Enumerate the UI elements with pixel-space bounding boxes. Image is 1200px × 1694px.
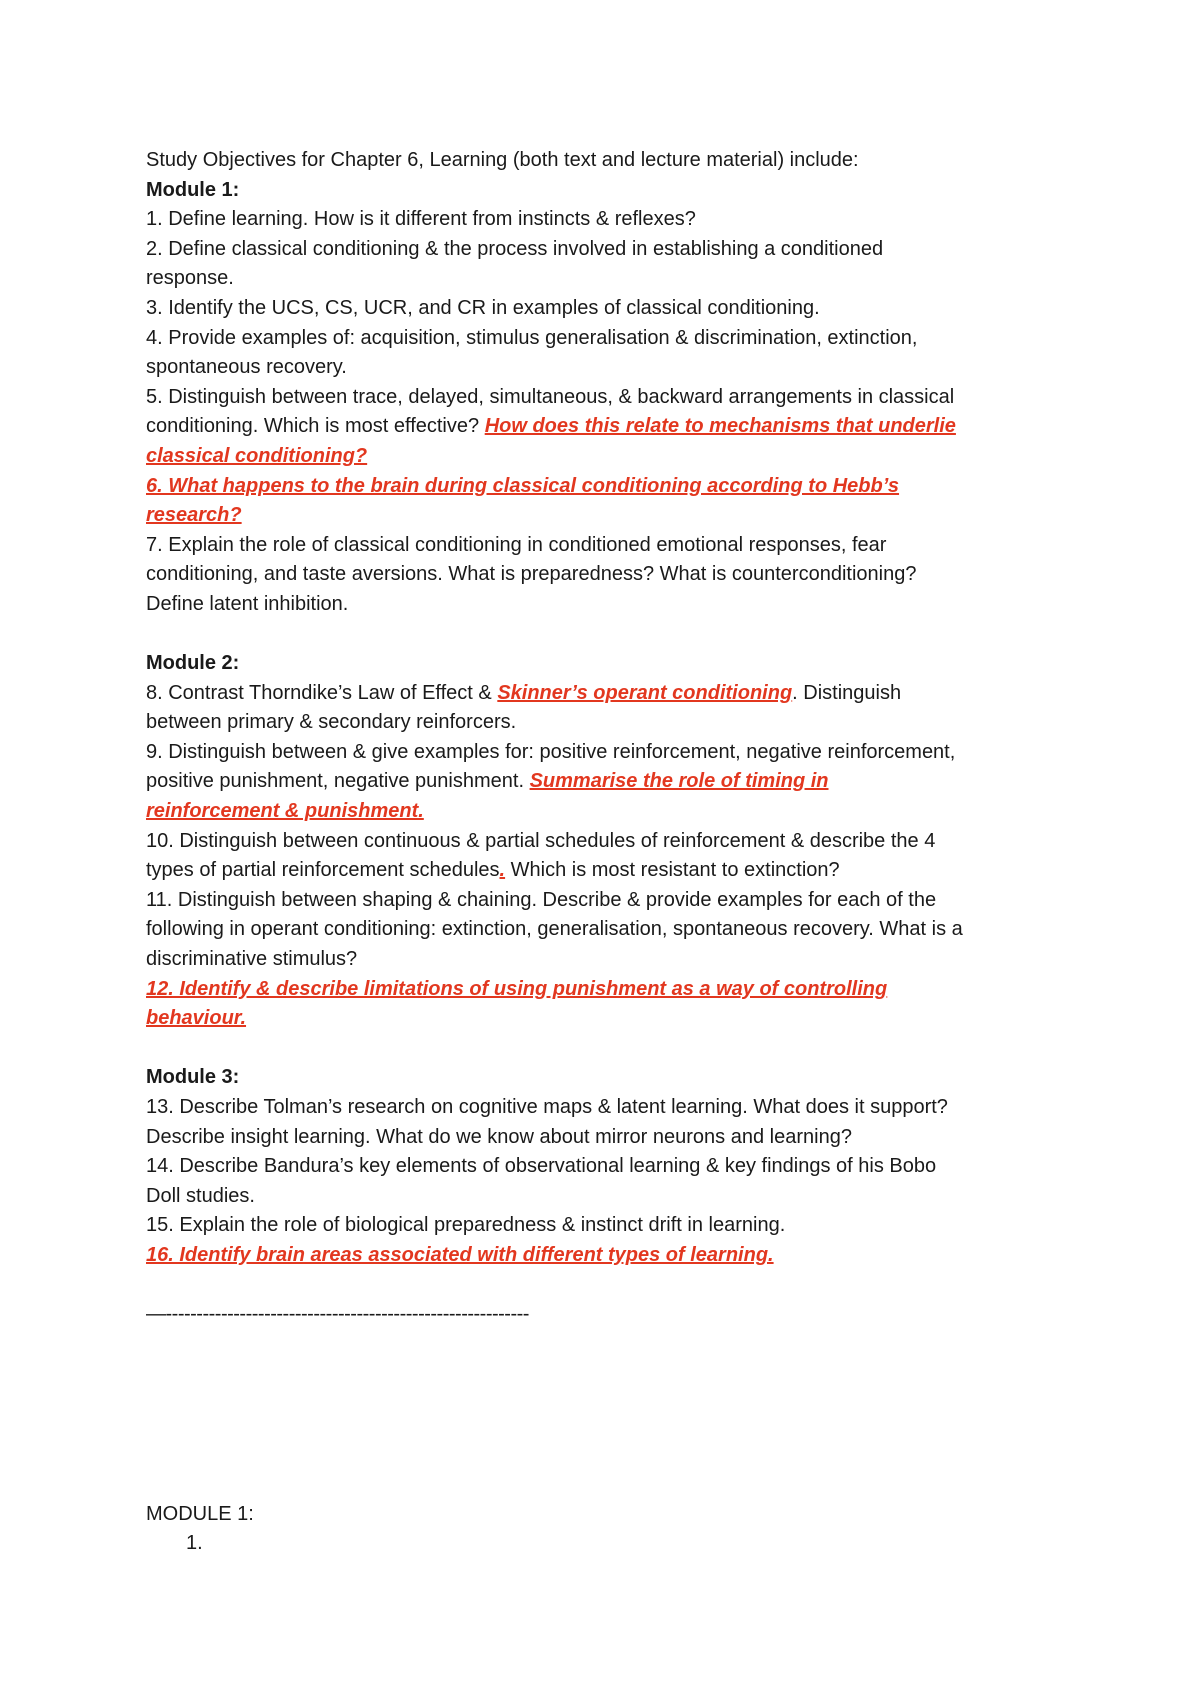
objective-10-red-dot: .: [499, 859, 506, 882]
objective-8-line-1: [146, 679, 1100, 709]
objective-7-line-2: conditioning, and taste aversions. What is preparedness? What is counterconditioning?: [146, 563, 917, 586]
objective-9-highlight-cont: reinforcement & punishment.: [146, 800, 424, 823]
objective-5-text: conditioning. Which is most effective?: [146, 415, 485, 438]
objective-11-line-3: discriminative stimulus?: [146, 948, 358, 971]
objective-5-line-3: [146, 442, 1100, 472]
objective-9-line-2: [146, 767, 1100, 797]
objective-1: 1. Define learning. How is it different from instincts & reflexes?: [146, 208, 696, 231]
objective-16-highlight: 16. Identify brain areas associated with different types of learning.: [146, 1243, 774, 1266]
objective-6-line-1: [146, 472, 1100, 502]
objective-14-line-1: 14. Describe Bandura’s key elements of observational learning & key findings of his Bobo: [146, 1155, 937, 1178]
objective-11-line-1: 11. Distinguish between shaping & chaining. Describe & provide examples for each of the: [146, 888, 937, 911]
objective-8-highlight: Skinner’s operant conditioning: [497, 681, 793, 704]
module-1-section-label: MODULE 1:: [146, 1503, 254, 1525]
objective-12-highlight: 12. Identify & describe limitations of using punishment as a way of controlling: [146, 977, 888, 1000]
objective-12-highlight-cont: behaviour.: [146, 1007, 247, 1030]
objective-9-highlight: Summarise the role of timing in: [529, 770, 829, 793]
objective-12-line-2: [146, 1004, 1100, 1034]
spacer: [146, 1271, 1100, 1301]
objective-5-line-1: 5. Distinguish between trace, delayed, simultaneous, & backward arrangements in classical: [146, 385, 955, 408]
objective-10-text: types of partial reinforcement schedules: [146, 859, 500, 882]
objective-6-highlight: 6. What happens to the brain during classical conditioning according to Hebb’s: [146, 474, 900, 497]
divider-line: —-----------------------------------------------------------: [146, 1303, 529, 1326]
objective-10-text-end: Which is most resistant to extinction?: [505, 859, 840, 882]
module-2-heading: Module 2:: [146, 652, 240, 675]
objective-4-line-1: 4. Provide examples of: acquisition, stimulus generalisation & discrimination, extinction,: [146, 326, 918, 349]
objective-12-line-1: [146, 975, 1100, 1005]
intro-line: Study Objectives for Chapter 6, Learning (both text and lecture material) include:: [146, 149, 859, 171]
objective-8-text-end: . Distinguish: [792, 681, 902, 704]
objective-8-line-2: between primary & secondary reinforcers.: [146, 711, 517, 734]
objective-5-highlight-cont: classical conditioning?: [146, 444, 368, 467]
objective-4-line-2: spontaneous recovery.: [146, 356, 347, 379]
objective-8-text: 8. Contrast Thorndike’s Law of Effect &: [146, 681, 498, 704]
objective-13-line-2: Describe insight learning. What do we know about mirror neurons and learning?: [146, 1125, 852, 1148]
objective-6-highlight-cont: research?: [146, 504, 242, 527]
objective-10-line-1: 10. Distinguish between continuous & partial schedules of reinforcement & describe the 4: [146, 829, 936, 852]
objective-9-line-1: 9. Distinguish between & give examples for: positive reinforcement, negative reinforcement,: [146, 740, 956, 763]
objective-15: 15. Explain the role of biological preparedness & instinct drift in learning.: [146, 1214, 786, 1237]
objective-5-line-2: [146, 412, 1100, 442]
objective-2-line-2: response.: [146, 267, 234, 290]
spacer: [146, 620, 1100, 650]
objective-9-text: positive punishment, negative punishment.: [146, 770, 530, 793]
objective-14-line-2: Doll studies.: [146, 1184, 255, 1207]
objective-6-line-2: [146, 501, 1100, 531]
objective-7-line-3: Define latent inhibition.: [146, 592, 349, 615]
list-number: 1.: [186, 1532, 203, 1554]
objective-16: [146, 1241, 1100, 1271]
objective-2-line-1: 2. Define classical conditioning & the process involved in establishing a conditioned: [146, 237, 884, 260]
objective-11-line-2: following in operant conditioning: extinction, generalisation, spontaneous recovery. What is a: [146, 918, 963, 941]
objective-13-line-1: 13. Describe Tolman’s research on cognitive maps & latent learning. What does it support?: [146, 1096, 948, 1118]
module-1-heading: Module 1:: [146, 178, 240, 201]
objective-5-highlight: How does this relate to mechanisms that underlie: [484, 415, 956, 438]
objective-3: 3. Identify the UCS, CS, UCR, and CR in examples of classical conditioning.: [146, 296, 820, 319]
objective-7-line-1: 7. Explain the role of classical conditioning in conditioned emotional responses, fear: [146, 533, 887, 556]
spacer: [146, 1034, 1100, 1064]
module-3-heading: Module 3:: [146, 1066, 240, 1089]
objective-10-line-2: [146, 856, 1100, 886]
objective-9-line-3: [146, 797, 1100, 827]
